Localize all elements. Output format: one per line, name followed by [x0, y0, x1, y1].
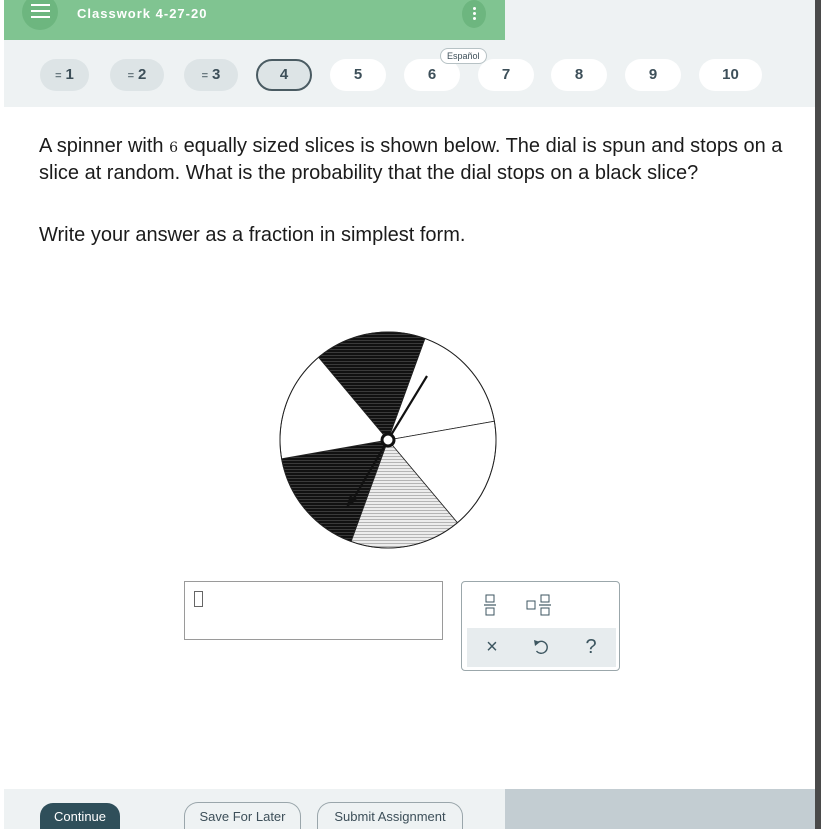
question-tab-8[interactable]	[551, 59, 607, 91]
question-text	[39, 134, 799, 186]
question-tab-5[interactable]	[330, 59, 386, 91]
mixed-number-icon[interactable]	[520, 590, 560, 620]
help-button[interactable]: ?	[585, 636, 597, 658]
answer-instruction: Write your answer as a fraction in simplest form.	[39, 224, 466, 246]
answered-mark: =	[201, 70, 209, 82]
question-tab-label: 9	[648, 66, 658, 83]
question-tab-label: 6	[427, 66, 437, 83]
header-right-area	[505, 0, 815, 40]
question-tab-7[interactable]	[478, 59, 534, 91]
left-edge	[0, 0, 4, 829]
question-tab-4[interactable]	[256, 59, 312, 91]
question-tab-9[interactable]	[625, 59, 681, 91]
footer-right-area	[505, 789, 815, 829]
math-keypad	[461, 581, 620, 671]
espanol-toggle[interactable]: Español	[440, 48, 487, 64]
slice-count: 6	[169, 140, 178, 156]
question-tab-2[interactable]	[110, 59, 164, 91]
assignment-title: Classwork 4-27-20	[77, 6, 208, 21]
answered-mark: =	[55, 70, 62, 82]
keypad-action-row	[467, 628, 616, 667]
question-text-part: equally sized slices is shown below. The dial is spun and stops on a slice at random. What is the probability that the dial stops on a black slice?	[39, 135, 783, 184]
spinner-diagram	[272, 325, 502, 555]
question-tab-label: 4	[279, 66, 289, 83]
question-tab-3[interactable]	[184, 59, 238, 91]
undo-icon[interactable]	[522, 632, 562, 662]
question-tab-label: 7	[501, 66, 511, 83]
question-tab-label: 10	[722, 66, 739, 83]
kebab-more-icon[interactable]	[462, 0, 486, 28]
clear-button[interactable]: ×	[486, 636, 498, 658]
fraction-icon[interactable]	[470, 590, 510, 620]
hamburger-menu-icon[interactable]	[22, 0, 58, 30]
spinner-pivot	[382, 434, 394, 446]
continue-button[interactable]: Continue	[40, 803, 120, 829]
input-placeholder-box	[194, 591, 203, 607]
save-for-later-button[interactable]: Save For Later	[184, 802, 301, 829]
scrollbar[interactable]	[815, 0, 828, 829]
answer-input[interactable]	[184, 581, 443, 640]
question-tab-label: 1	[65, 66, 74, 83]
question-tab-1[interactable]	[40, 59, 89, 91]
answered-mark: =	[127, 70, 135, 82]
question-tab-label: 3	[212, 66, 221, 83]
submit-assignment-button[interactable]: Submit Assignment	[317, 802, 463, 829]
question-tab-label: 2	[138, 66, 147, 83]
question-tab-label: 5	[353, 66, 363, 83]
question-text-part: A spinner with	[39, 135, 164, 157]
app-header	[4, 0, 505, 40]
question-tab-label: 8	[574, 66, 584, 83]
question-tab-10[interactable]	[699, 59, 762, 91]
question-navigation	[4, 40, 815, 107]
